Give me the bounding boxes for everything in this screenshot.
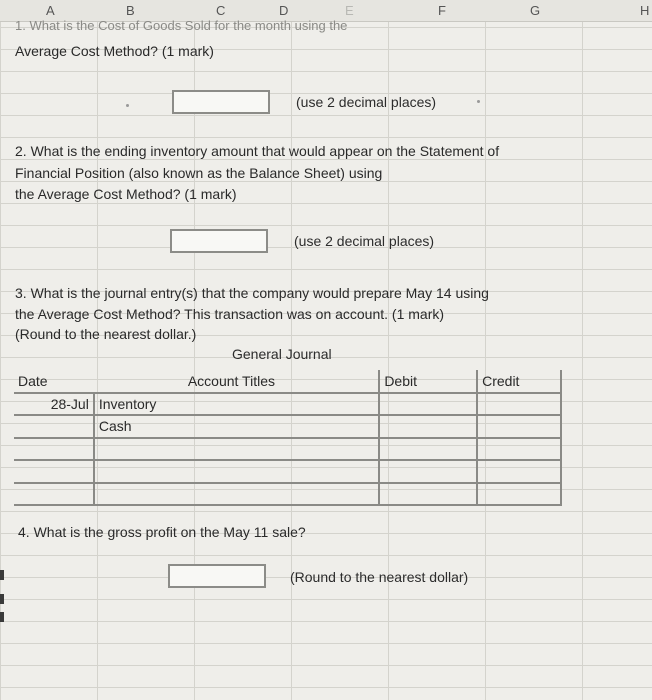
journal-row (14, 438, 561, 461)
journal-header-row (14, 370, 561, 393)
question-2-line-3: the Average Cost Method? (1 mark) (15, 186, 237, 202)
journal-debit-cell[interactable] (379, 483, 477, 506)
journal-account-cell[interactable] (94, 460, 379, 483)
journal-account-cell[interactable] (94, 438, 379, 461)
column-header-e[interactable]: E (345, 3, 354, 18)
question-1-hint: (use 2 decimal places) (296, 94, 437, 110)
gross-profit-answer-input[interactable] (168, 564, 266, 588)
cogs-answer-input[interactable] (172, 90, 270, 114)
question-4-line-1: 4. What is the gross profit on the May 11 sale? (18, 524, 306, 540)
row-marker (0, 570, 4, 580)
question-4-hint: (Round to the nearest dollar) (290, 569, 469, 585)
column-header-g[interactable]: G (530, 3, 541, 18)
question-3-line-1: 3. What is the journal entry(s) that the company would prepare May 14 using (15, 285, 489, 301)
question-3-line-3: (Round to the nearest dollar.) (15, 326, 197, 342)
stray-dot (477, 100, 480, 103)
journal-date-cell[interactable]: 28-Jul (14, 393, 94, 416)
question-3-line-2: the Average Cost Method? This transaction was on account. (1 mark) (15, 306, 445, 322)
date-column-header: Date (14, 370, 94, 393)
journal-account-cell[interactable]: Inventory (94, 393, 379, 416)
journal-credit-cell[interactable] (477, 393, 561, 416)
account-titles-column-header: Account Titles (94, 370, 379, 393)
column-header-c[interactable]: C (216, 3, 226, 18)
question-1-line-2: Average Cost Method? (1 mark) (15, 43, 214, 59)
journal-credit-cell[interactable] (477, 460, 561, 483)
journal-row (14, 460, 561, 483)
journal-credit-cell[interactable] (477, 438, 561, 461)
column-header-b[interactable]: B (126, 3, 135, 18)
column-header-h[interactable]: H (640, 3, 650, 18)
row-marker (0, 594, 4, 604)
debit-column-header: Debit (379, 370, 477, 393)
credit-column-header: Credit (477, 370, 561, 393)
question-2-hint: (use 2 decimal places) (294, 233, 435, 249)
journal-title: General Journal (232, 346, 332, 362)
journal-date-cell[interactable] (14, 415, 94, 438)
journal-row (14, 415, 561, 438)
journal-debit-cell[interactable] (379, 415, 477, 438)
journal-debit-cell[interactable] (379, 460, 477, 483)
question-1-line-1: 1. What is the Cost of Goods Sold for the month using the (15, 18, 348, 33)
column-header-d[interactable]: D (279, 3, 289, 18)
column-header-f[interactable]: F (438, 3, 446, 18)
column-header-a[interactable]: A (46, 3, 55, 18)
general-journal-table (14, 370, 562, 506)
journal-row (14, 483, 561, 506)
row-marker (0, 612, 4, 622)
journal-account-cell[interactable]: Cash (94, 415, 379, 438)
question-2-line-2: Financial Position (also known as the Balance Sheet) using (15, 165, 383, 181)
journal-credit-cell[interactable] (477, 483, 561, 506)
journal-date-cell[interactable] (14, 438, 94, 461)
journal-credit-cell[interactable] (477, 415, 561, 438)
journal-date-cell[interactable] (14, 483, 94, 506)
journal-debit-cell[interactable] (379, 438, 477, 461)
stray-dot (126, 104, 129, 107)
journal-row (14, 393, 561, 416)
journal-date-cell[interactable] (14, 460, 94, 483)
question-2-line-1: 2. What is the ending inventory amount that would appear on the Statement of (15, 143, 500, 159)
journal-debit-cell[interactable] (379, 393, 477, 416)
journal-account-cell[interactable] (94, 483, 379, 506)
ending-inventory-answer-input[interactable] (170, 229, 268, 253)
